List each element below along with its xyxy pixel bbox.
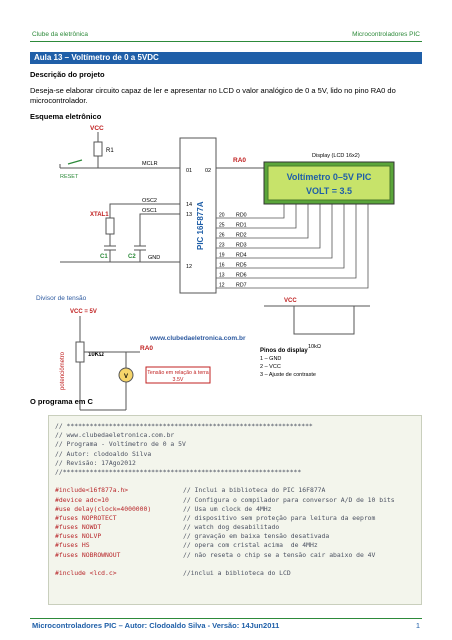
code-heading: O programa em C (30, 397, 93, 406)
crystal (106, 218, 114, 234)
xtal-label: XTAL1 (90, 212, 109, 218)
v-symbol: V (123, 374, 129, 380)
gnd-label: GND (148, 255, 161, 261)
c1-label: C1 (100, 254, 108, 260)
code-line (55, 523, 415, 532)
code-line (55, 514, 415, 523)
code-comment: // Configura o compilador para conversor A/D de 10 bits (183, 495, 395, 504)
code-comment: // Inclui a biblioteca do PIC 16F877A (183, 486, 326, 495)
rd-label: RD6 (236, 272, 247, 279)
code-left: // Autor: clodoaldo Silva (55, 449, 152, 458)
page-number: 1 (415, 621, 420, 630)
tensao-line2: 3.5V (172, 377, 184, 383)
rd-pin: 19 (219, 252, 225, 259)
pino-2: 2 – VCC (260, 364, 281, 370)
lcd-line2: VOLT = 3.5 (305, 186, 353, 196)
rd-pin: 25 (219, 222, 225, 229)
vcc-top-label: VCC (90, 125, 104, 132)
rd-pin: 23 (219, 242, 225, 249)
code-left: #device adc=10 (55, 495, 109, 504)
code-line (55, 496, 415, 505)
chip-label: PIC 16F877A (196, 201, 205, 250)
c2-label: C2 (128, 254, 136, 260)
code-left: #include<16f877a.h> (55, 486, 129, 495)
page-footer (30, 618, 422, 630)
site-label: www.clubedaeletronica.com.br (150, 335, 246, 342)
code-line (55, 468, 415, 477)
divisor-label: Divisor de tensão (36, 295, 87, 302)
code-left: #fuses NOWDT (55, 523, 102, 532)
pin01-label: 01 (186, 168, 193, 174)
code-comment: // gravação em baixa tensão desativada (183, 532, 330, 541)
code-left: // www.clubedaeletronica.com.br (55, 431, 175, 440)
osc2-label: OSC2 (142, 198, 157, 204)
footer-left: Microcontroladores PIC – Autor: Clodoaldo Silva - Versão: 14Jun2011 (32, 621, 280, 630)
code-left: #fuses HS (55, 541, 90, 550)
tensao-line1: Tensão em relação à terra (147, 370, 209, 376)
code-left: // Revisão: 17Ago2012 (55, 458, 136, 467)
code-line (55, 459, 415, 468)
pin12-label: 12 (186, 264, 193, 270)
page-header (30, 30, 422, 42)
rd-line (216, 204, 284, 218)
rd-label: RD4 (236, 252, 247, 259)
r1-label: R1 (106, 148, 114, 154)
rd-pin: 26 (219, 232, 225, 239)
code-block (48, 415, 422, 605)
lcd-line1: Voltímetro 0–5V PIC (286, 172, 372, 182)
code-comment: //inclui a biblioteca do LCD (183, 569, 291, 577)
rd-label: RD1 (236, 222, 247, 229)
code-comment: // opera com cristal acima de 4MHz (183, 541, 318, 550)
code-comment: // dispositivo sem proteção para leitura da eeprom (183, 513, 376, 522)
code-line (55, 541, 415, 550)
section-title: Aula 13 – Voltímetro de 0 a 5VDC (30, 52, 422, 64)
vcc5-label: VCC = 5V (70, 309, 97, 315)
schematic-heading: Esquema eletrônico (30, 112, 102, 121)
code-left: // Programa - Voltímetro de 0 a 5V (55, 440, 186, 449)
rd-pin: 20 (219, 212, 225, 219)
code-comment: // watch dog desabilitado (183, 523, 280, 532)
code-line (55, 422, 415, 431)
rd-label: RD3 (236, 242, 247, 249)
pot-right-label: 10kΩ (308, 344, 321, 350)
code-left: #include <lcd.c> (55, 569, 117, 577)
rd-label: RD2 (236, 232, 247, 239)
header-right: Microcontroladores PIC (352, 31, 420, 38)
code-line (55, 551, 415, 560)
ra0-top-label: RA0 (233, 157, 247, 164)
code-line (55, 450, 415, 459)
rd-label: RD7 (236, 282, 247, 289)
code-left: #use delay(clock=4000000) (55, 504, 152, 513)
rd-pin: 12 (219, 282, 225, 289)
pin13-label: 13 (186, 212, 193, 218)
code-line (55, 477, 415, 486)
pot-left-label: 10KΩ (88, 352, 104, 358)
circuit-schematic (30, 120, 422, 412)
code-comment: // Usa um clock de 4MHz (183, 504, 272, 513)
rd-line (216, 204, 332, 258)
code-line (55, 505, 415, 514)
potentiometer (76, 342, 84, 362)
code-line (55, 486, 415, 495)
reset-label: RESET (60, 174, 79, 180)
potenciometro-label: potenciômetro (60, 351, 66, 390)
rd-label: RD0 (236, 212, 247, 219)
description-text: Deseja-se elaborar circuito capaz de ler e apresentar no LCD o valor analógico de 0 a 5V, lido no pino RA0 do microcontrolador. (30, 86, 396, 105)
pin02-label: 02 (205, 168, 212, 174)
description-heading: Descrição do projeto (30, 70, 105, 79)
code-left: // **************************************************************** (55, 422, 313, 430)
rd-bus (216, 204, 368, 289)
code-line (55, 431, 415, 440)
osc1-label: OSC1 (142, 208, 157, 214)
pino-3: 3 – Ajuste de contraste (260, 372, 316, 378)
rd-label: RD5 (236, 262, 247, 269)
code-left: //************************************************************** (55, 467, 302, 476)
display-label: Display (LCD 16x2) (312, 153, 360, 159)
rd-pin: 13 (219, 272, 225, 279)
pin14-label: 14 (186, 202, 193, 208)
header-left: Clube da eletrônica (32, 31, 89, 38)
rd-line (216, 204, 320, 248)
mclr-label: MCLR (142, 161, 158, 167)
pinos-title: Pinos do display (260, 348, 308, 354)
resistor-r1 (94, 142, 102, 156)
code-left: #fuses NOPROTECT (55, 513, 117, 522)
pino-1: 1 – GND (260, 356, 282, 362)
code-left: #fuses NOBROWNOUT (55, 550, 121, 559)
code-line (55, 440, 415, 449)
code-comment: // não reseta o chip se a tensão cair abaixo de 4V (183, 550, 376, 559)
vcc-right-label: VCC (284, 298, 297, 304)
code-line (55, 560, 415, 569)
code-line (55, 569, 415, 578)
rd-pin: 16 (219, 262, 225, 269)
rd-line (216, 204, 308, 238)
ra0-bottom-label: RA0 (140, 345, 154, 352)
code-line (55, 532, 415, 541)
code-left: #fuses NOLVP (55, 532, 102, 541)
